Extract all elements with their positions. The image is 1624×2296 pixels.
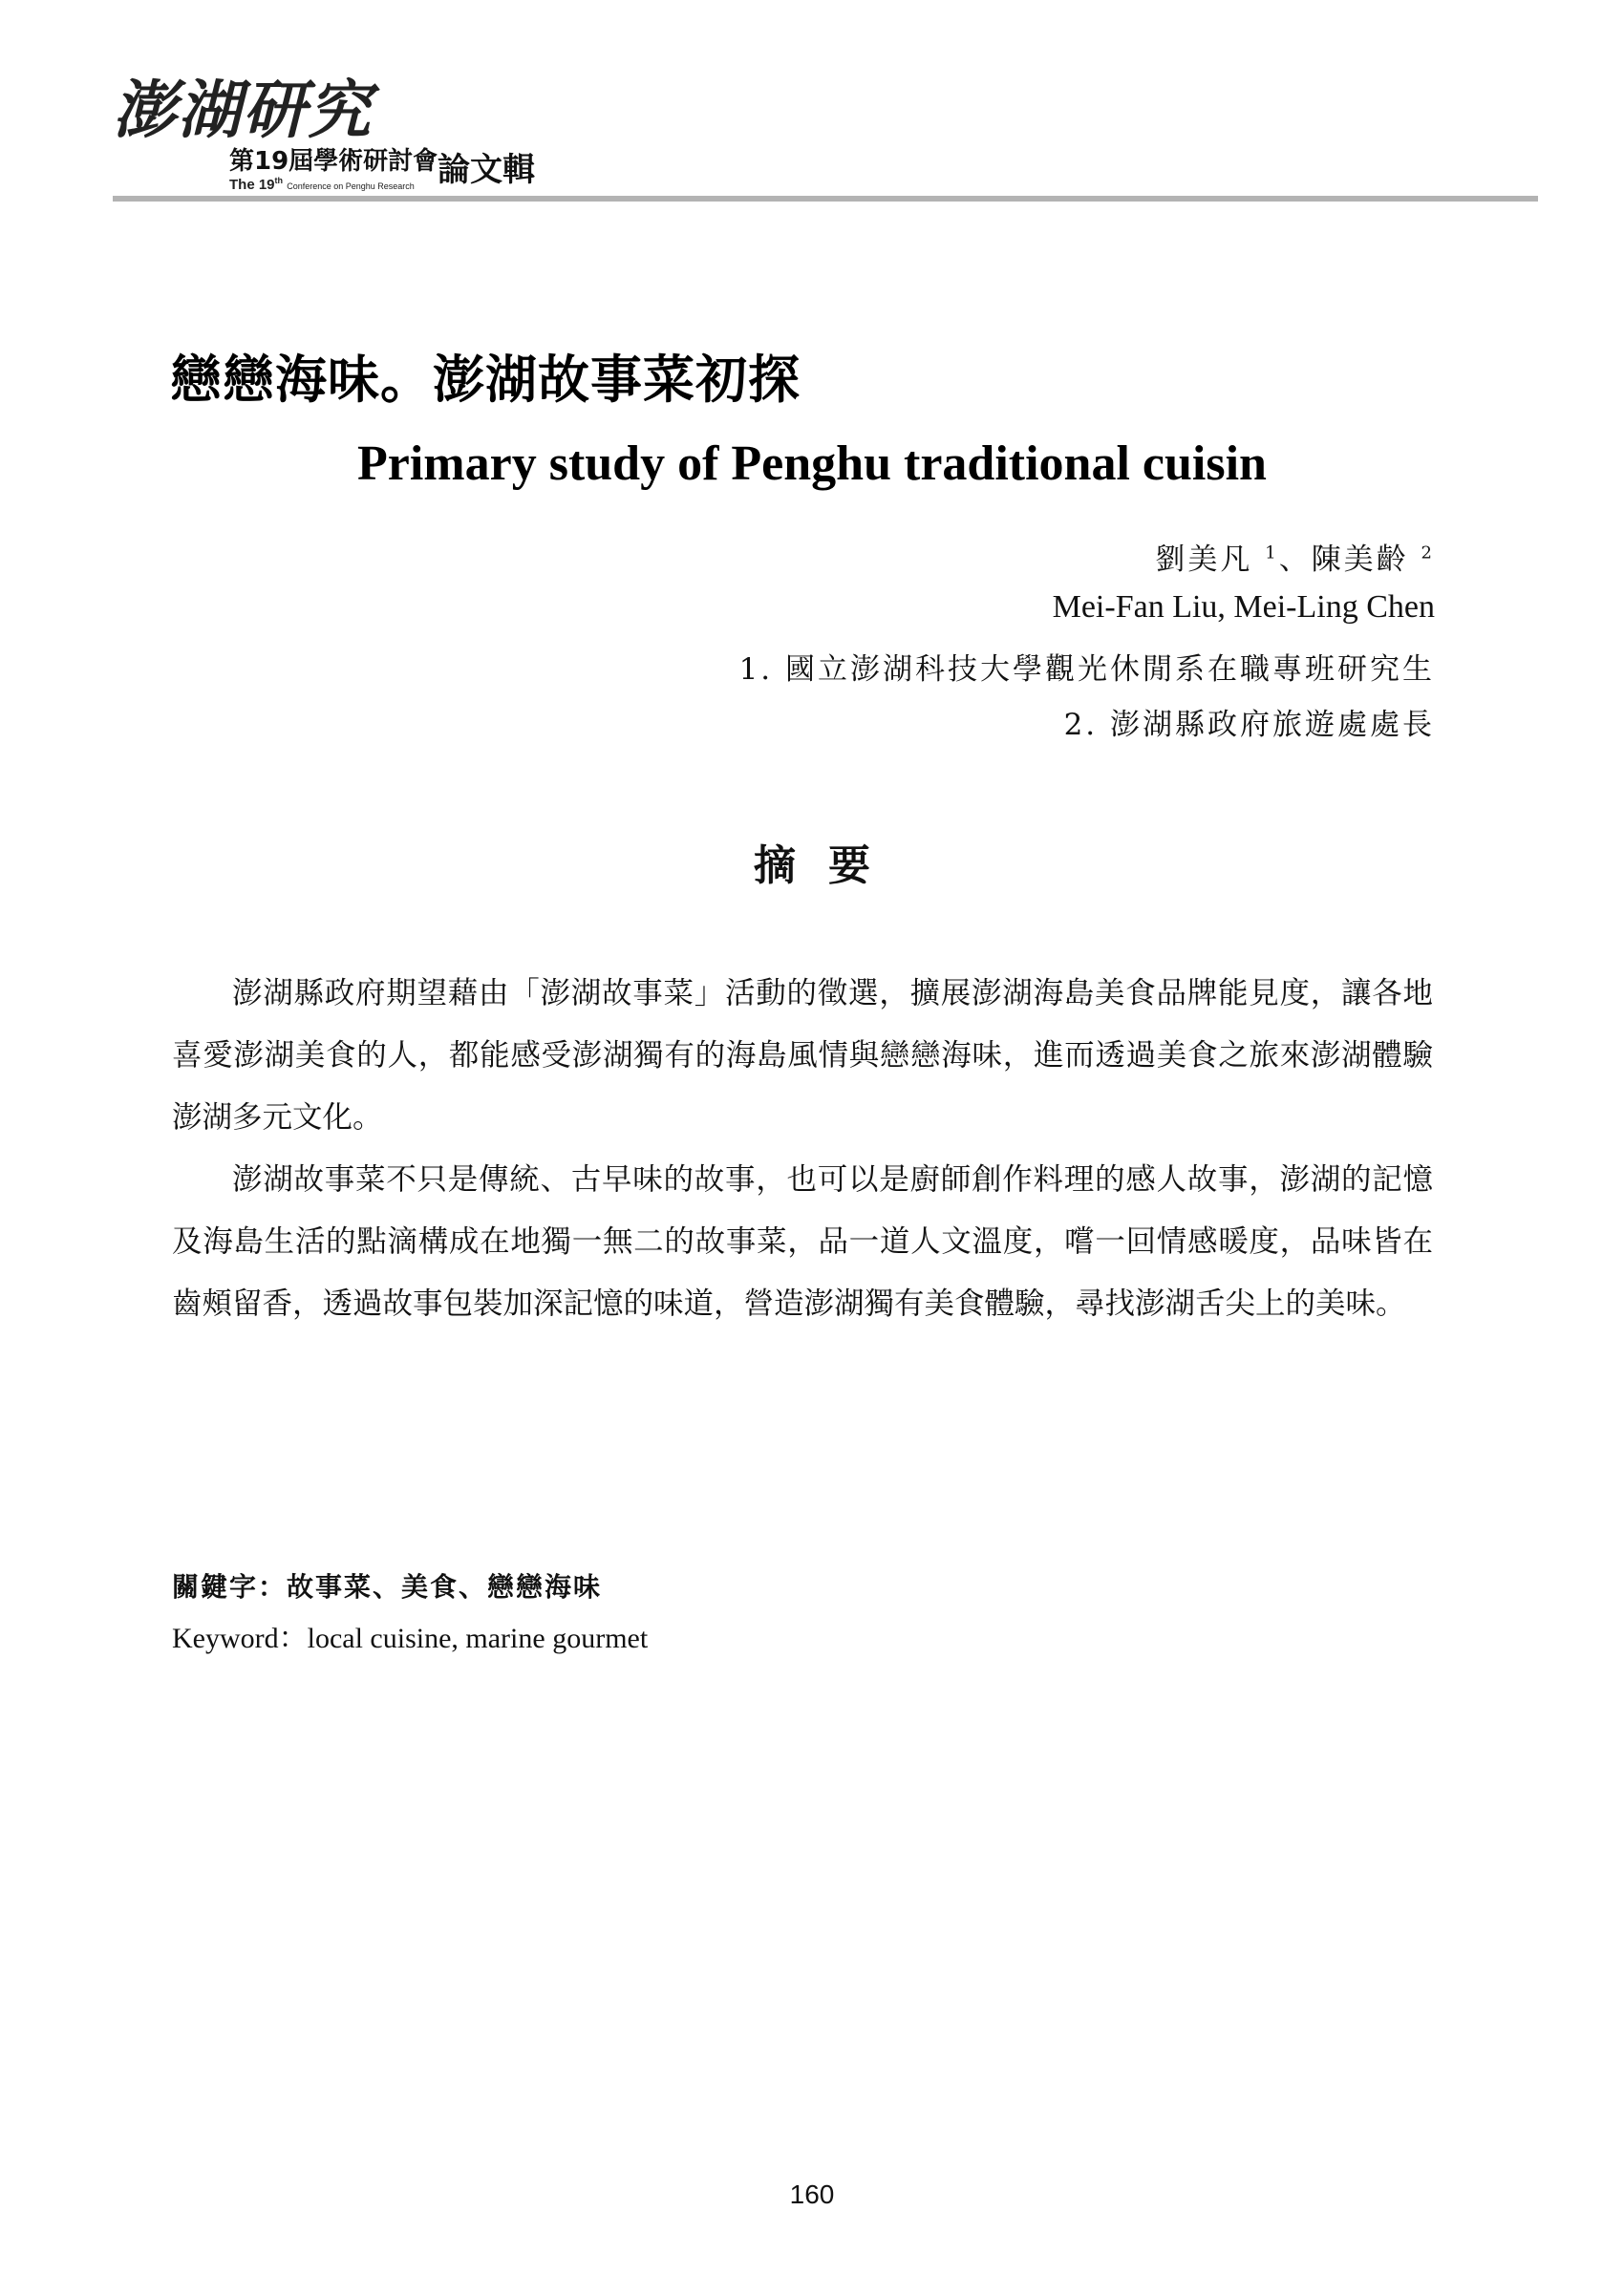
conference-title-cn: 第19屆學術研討會 [229, 147, 438, 176]
affiliation-2: 2. 澎湖縣政府旅遊處處長 [1063, 708, 1435, 742]
author-separator: 、 [1278, 542, 1312, 577]
abstract-heading: 摘要 [754, 841, 903, 890]
page-number: 160 [789, 2179, 835, 2209]
abstract-paragraph-1: 澎湖縣政府期望藉由「澎湖故事菜」活動的徵選，擴展澎湖海島美食品牌能見度，讓各地喜愛澎湖美食的人，都能感受澎湖獨有的海島風情與戀戀海味，進而透過美食之旅來澎湖體驗澎湖多元文化。 [172, 976, 1433, 1135]
abstract-paragraph-2: 澎湖故事菜不只是傳統、古早味的故事，也可以是廚師創作料理的感人故事，澎湖的記憶及海島生活的點滴構成在地獨一無二的故事菜，品一道人文溫度，嚐一回情感暖度，品味皆在齒頰留香，透過故事包裝加深記憶的味道，營造澎湖獨有美食體驗，尋找澎湖舌尖上的美味。 [172, 1162, 1433, 1321]
proceedings-label: 論文輯 [438, 151, 535, 189]
author2-affiliation-mark: 2 [1421, 542, 1435, 563]
conference-en-sup: th [274, 176, 284, 185]
conference-en-suffix: Conference on Penghu Research [287, 181, 415, 191]
header-divider [113, 196, 1538, 202]
author2-name: 陳美齡 [1311, 542, 1409, 577]
authors-cn [1155, 535, 1435, 578]
paper-title-en: Primary study of Penghu traditional cuisin [357, 436, 1267, 491]
affiliation-1: 1. 國立澎湖科技大學觀光休閒系在職專班研究生 [738, 652, 1435, 687]
author1-affiliation-mark: 1 [1265, 542, 1279, 563]
journal-logo-text: 澎湖研究 [113, 73, 373, 147]
authors-en: Mei-Fan Liu, Mei-Ling Chen [1052, 589, 1435, 625]
keywords-en: Keyword：local cuisine, marine gourmet [172, 1623, 649, 1654]
keywords-cn: 關鍵字：故事菜、美食、戀戀海味 [172, 1571, 603, 1603]
conference-en-prefix: The 19 [229, 177, 275, 193]
paper-title-cn: 戀戀海味。澎湖故事菜初探 [170, 350, 801, 410]
conference-title-en [229, 176, 415, 193]
abstract-body [172, 963, 1433, 1335]
author1-name: 劉美凡 [1155, 542, 1253, 577]
